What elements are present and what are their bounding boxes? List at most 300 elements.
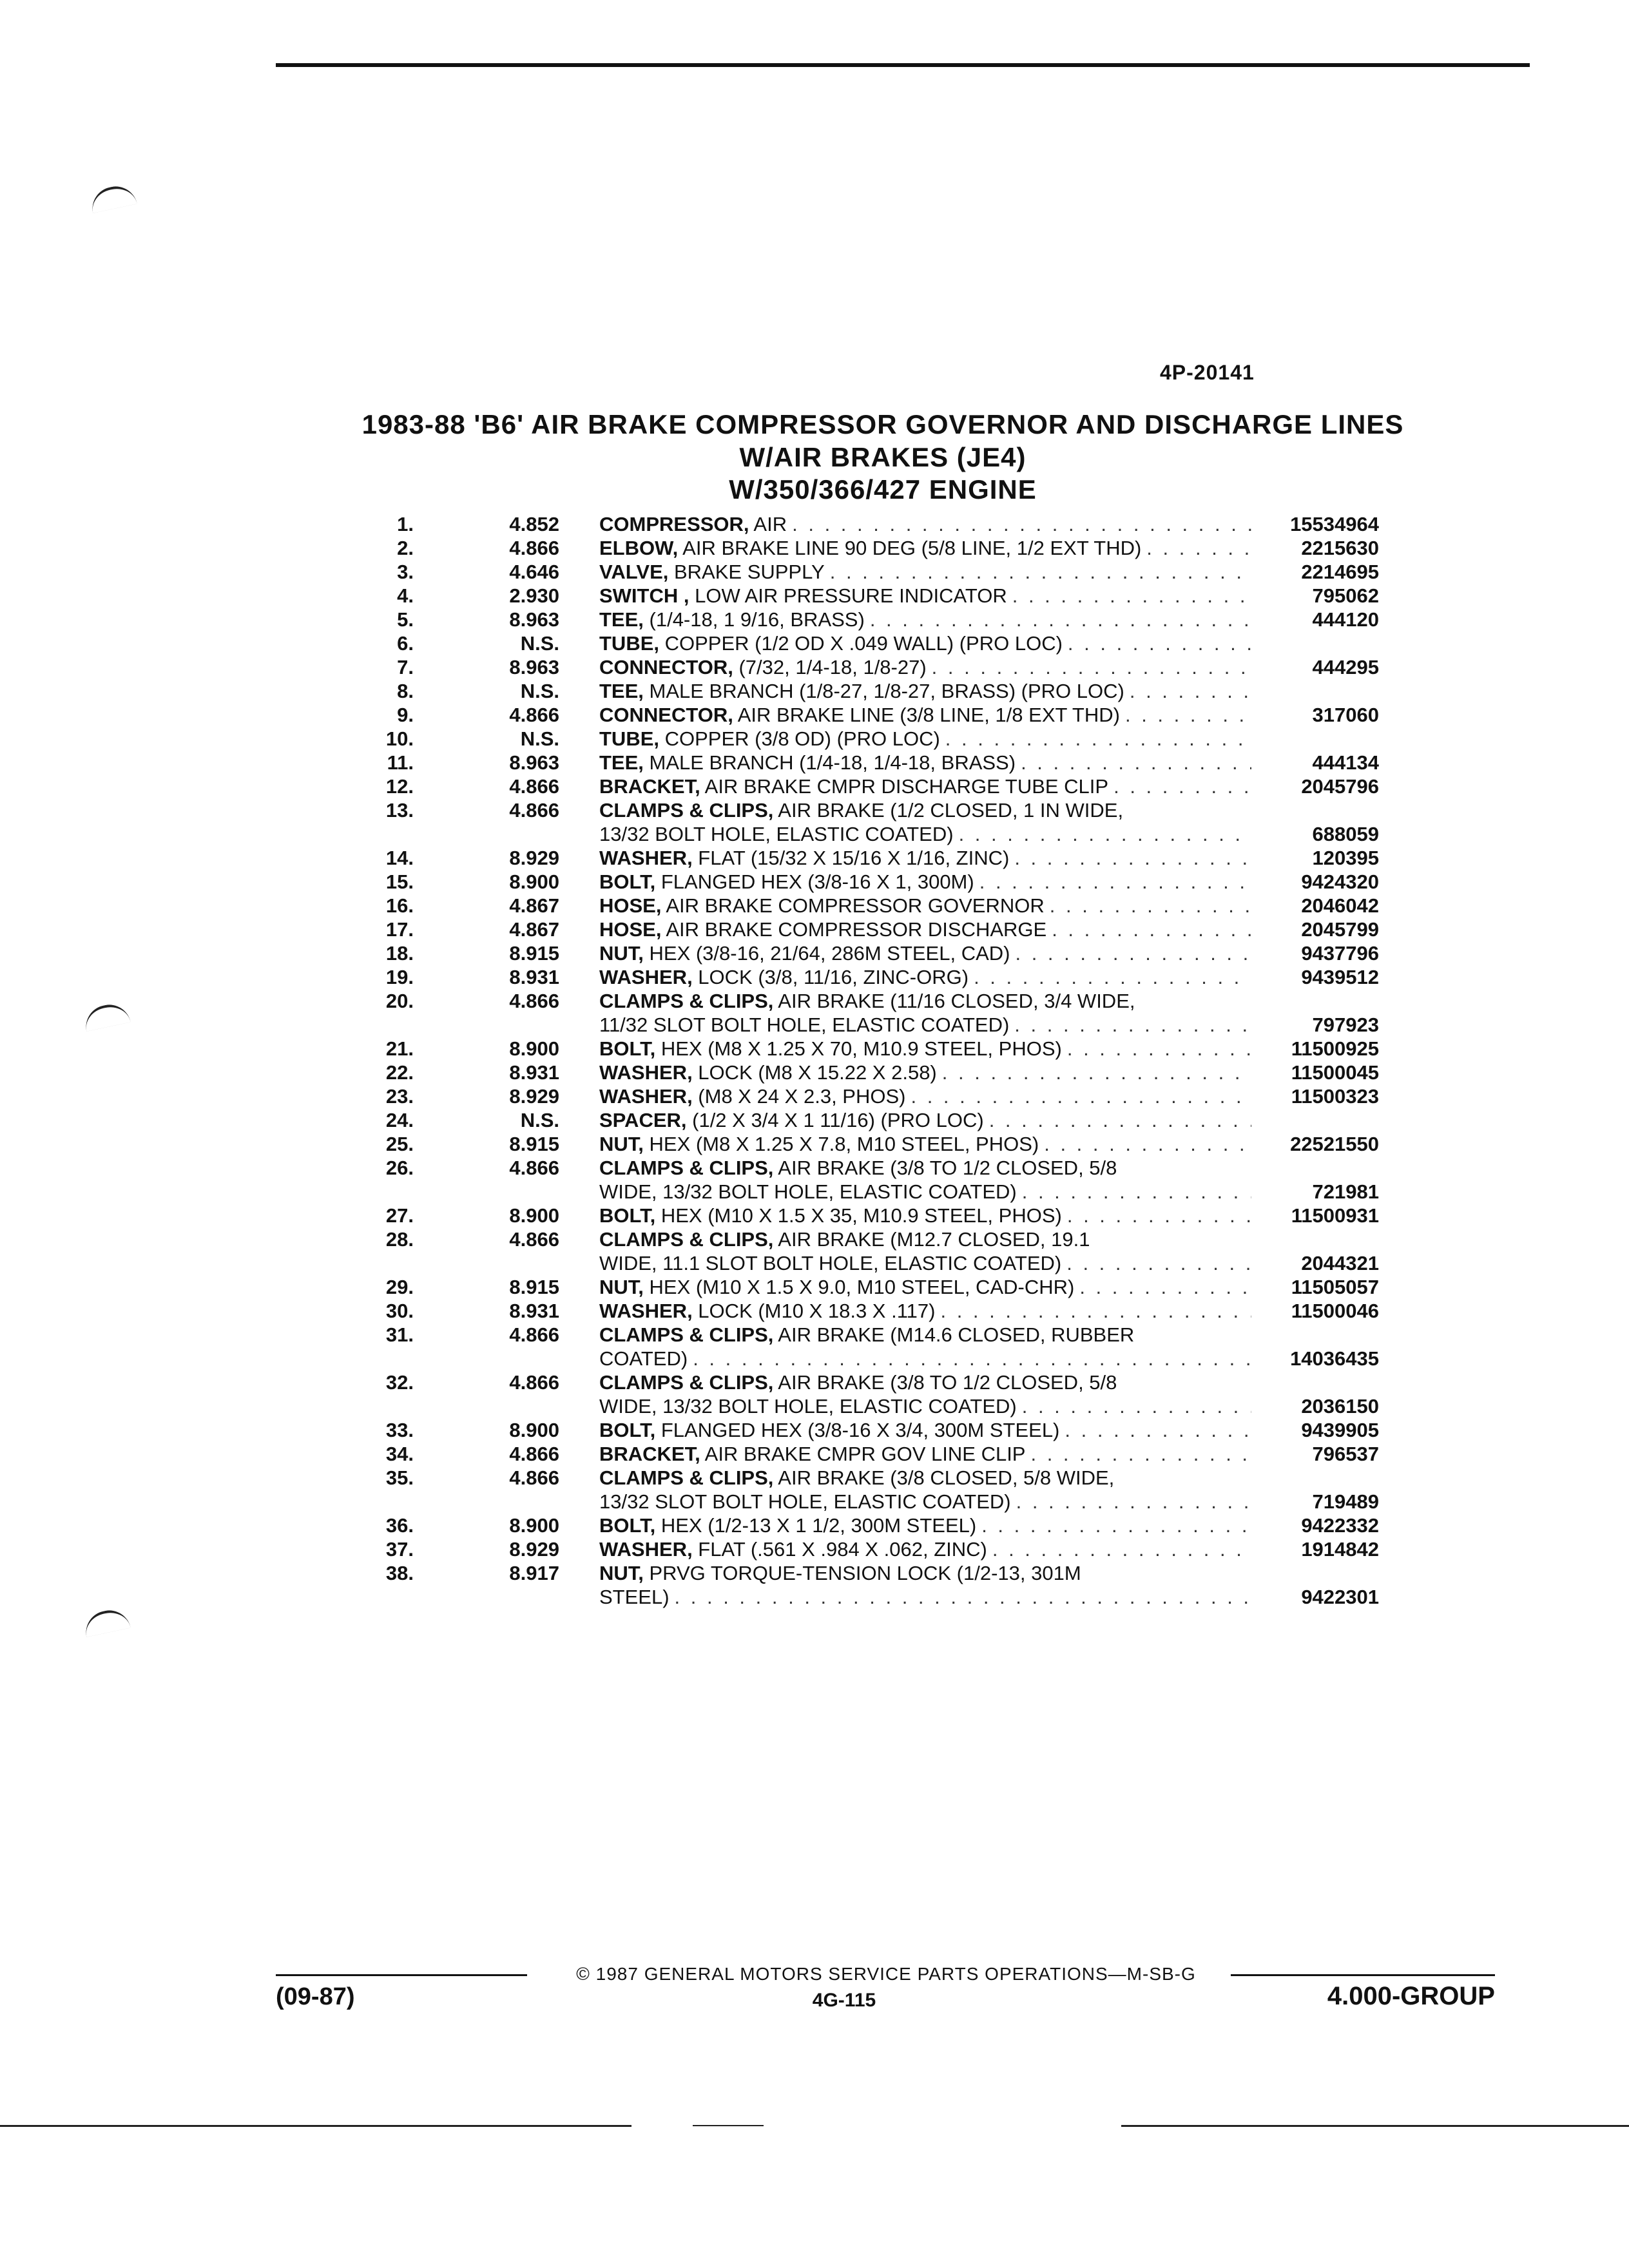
part-name: SWITCH ,	[599, 584, 689, 607]
description-line	[599, 1299, 1251, 1323]
group-number: 4.866	[509, 1371, 559, 1394]
description-text: AIR BRAKE LINE 90 DEG (5/8 LINE, 1/2 EXT THD)	[678, 537, 1142, 559]
part-row	[361, 727, 1379, 751]
description-text: PRVG TORQUE-TENSION LOCK (1/2-13, 301M	[643, 1562, 1081, 1584]
description-line	[599, 846, 1251, 870]
description-text: COPPER (3/8 OD) (PRO LOC)	[659, 727, 940, 750]
part-name: TEE,	[599, 680, 644, 702]
part-number: 2036150	[1301, 1395, 1379, 1418]
description-line	[599, 1156, 1251, 1180]
part-name: WASHER,	[599, 1300, 693, 1322]
dot-leader	[1130, 679, 1251, 703]
binder-hole-mark-middle	[82, 1001, 131, 1032]
item-number: 16.	[385, 894, 414, 917]
part-description	[599, 1299, 1251, 1323]
description-text: AIR BRAKE CMPR GOV LINE CLIP	[700, 1443, 1026, 1465]
dot-leader	[792, 512, 1251, 536]
dot-leader	[830, 560, 1251, 584]
group-number: 4.646	[509, 561, 559, 583]
description-line	[599, 1561, 1251, 1585]
part-row	[361, 584, 1379, 608]
footer-rule-left	[276, 1974, 527, 1976]
parts-list	[361, 512, 1379, 1609]
part-description	[599, 774, 1251, 798]
part-name: NUT,	[599, 1276, 644, 1298]
part-row	[361, 1275, 1379, 1299]
part-row	[361, 1204, 1379, 1227]
dot-leader	[1012, 584, 1251, 608]
part-row	[361, 989, 1379, 1037]
part-name: VALVE,	[599, 561, 669, 583]
part-description	[599, 655, 1251, 679]
part-description	[599, 870, 1251, 894]
item-number: 4.	[397, 584, 414, 607]
description-text: AIR BRAKE (1/2 CLOSED, 1 IN WIDE,	[773, 799, 1124, 822]
description-line	[599, 679, 1251, 703]
part-name: CLAMPS & CLIPS,	[599, 1371, 774, 1394]
part-description	[599, 1156, 1251, 1204]
description-line	[599, 1418, 1251, 1442]
page-title-line-3: W/350/366/427 ENGINE	[729, 474, 1037, 505]
part-row	[361, 655, 1379, 679]
dot-leader	[1030, 1442, 1251, 1466]
description-line	[599, 1442, 1251, 1466]
part-description	[599, 894, 1251, 918]
part-number: 11505057	[1291, 1276, 1379, 1298]
item-number: 28.	[385, 1228, 414, 1251]
description-text: WIDE, 13/32 BOLT HOLE, ELASTIC COATED)	[599, 1395, 1017, 1418]
part-name: TUBE,	[599, 727, 659, 750]
item-number: 31.	[385, 1323, 414, 1346]
part-description	[599, 608, 1251, 631]
description-text: AIR	[749, 513, 787, 535]
group-number: 4.867	[509, 894, 559, 917]
part-description	[599, 1323, 1251, 1370]
item-number: 34.	[385, 1443, 414, 1465]
part-row	[361, 798, 1379, 846]
group-number: N.S.	[520, 727, 559, 750]
part-description	[599, 1561, 1251, 1609]
description-text: WIDE, 13/32 BOLT HOLE, ELASTIC COATED)	[599, 1180, 1017, 1203]
part-row	[361, 560, 1379, 584]
item-number: 19.	[385, 966, 414, 988]
part-name: CLAMPS & CLIPS,	[599, 1323, 774, 1346]
item-number: 38.	[385, 1562, 414, 1584]
item-number: 29.	[385, 1276, 414, 1298]
group-number: 4.867	[509, 918, 559, 941]
item-number: 32.	[385, 1371, 414, 1394]
description-line	[599, 1537, 1251, 1561]
item-number: 13.	[385, 799, 414, 822]
description-line	[599, 1394, 1251, 1418]
item-number: 36.	[385, 1514, 414, 1537]
description-line	[599, 1108, 1251, 1132]
part-description	[599, 560, 1251, 584]
part-description	[599, 631, 1251, 655]
part-row	[361, 536, 1379, 560]
dot-leader	[932, 655, 1251, 679]
dot-leader	[974, 965, 1251, 989]
part-name: NUT,	[599, 1562, 644, 1584]
part-row	[361, 1442, 1379, 1466]
part-name: HOSE,	[599, 918, 662, 941]
group-number: N.S.	[520, 1109, 559, 1131]
dot-leader	[945, 727, 1251, 751]
item-number: 17.	[385, 918, 414, 941]
item-number: 15.	[385, 870, 414, 893]
group-number: 8.963	[509, 656, 559, 678]
part-description	[599, 1418, 1251, 1442]
group-number: 4.852	[509, 513, 559, 535]
description-text: LOCK (M8 X 15.22 X 2.58)	[692, 1061, 937, 1084]
dot-leader	[1067, 1204, 1251, 1227]
item-number: 37.	[385, 1538, 414, 1561]
top-rule	[276, 63, 1530, 67]
description-line	[599, 512, 1251, 536]
dot-leader	[981, 1514, 1251, 1537]
item-number: 6.	[397, 632, 414, 655]
description-line	[599, 655, 1251, 679]
description-text: COATED)	[599, 1347, 688, 1370]
part-number: 11500046	[1291, 1300, 1379, 1322]
item-number: 12.	[385, 775, 414, 798]
part-description	[599, 751, 1251, 774]
bottom-rule-center	[693, 2125, 764, 2126]
group-number: 8.963	[509, 608, 559, 631]
description-line	[599, 560, 1251, 584]
description-line	[599, 1347, 1251, 1370]
description-text: AIR BRAKE COMPRESSOR DISCHARGE	[661, 918, 1047, 941]
part-name: TEE,	[599, 751, 644, 774]
part-number: 11500323	[1291, 1085, 1379, 1108]
dot-leader	[911, 1084, 1251, 1108]
binder-hole-mark-top	[88, 182, 137, 213]
part-description	[599, 584, 1251, 608]
item-number: 3.	[397, 561, 414, 583]
description-text: 13/32 SLOT BOLT HOLE, ELASTIC COATED)	[599, 1490, 1011, 1513]
group-number: 8.900	[509, 1204, 559, 1227]
group-number: 4.866	[509, 775, 559, 798]
part-name: TEE,	[599, 608, 644, 631]
dot-leader	[1014, 1013, 1251, 1037]
dot-leader	[675, 1585, 1251, 1609]
description-line	[599, 989, 1251, 1013]
part-name: BRACKET,	[599, 775, 700, 798]
part-number: 797923	[1312, 1014, 1379, 1036]
part-row	[361, 870, 1379, 894]
description-text: AIR BRAKE (M14.6 CLOSED, RUBBER	[773, 1323, 1135, 1346]
part-name: NUT,	[599, 1133, 644, 1155]
part-number: 795062	[1312, 584, 1379, 607]
item-number: 33.	[385, 1419, 414, 1441]
description-text: (1/2 X 3/4 X 1 11/16) (PRO LOC)	[686, 1109, 984, 1131]
part-description	[599, 536, 1251, 560]
item-number: 21.	[385, 1037, 414, 1060]
page-title-line-2: W/AIR BRAKES (JE4)	[739, 442, 1027, 472]
part-row	[361, 1370, 1379, 1418]
dot-leader	[1016, 1490, 1251, 1514]
part-row	[361, 512, 1379, 536]
part-name: SPACER,	[599, 1109, 687, 1131]
description-text: HEX (M8 X 1.25 X 7.8, M10 STEEL, PHOS)	[643, 1133, 1039, 1155]
description-line	[599, 870, 1251, 894]
part-row	[361, 679, 1379, 703]
description-line	[599, 1180, 1251, 1204]
page-number: 4G-115	[812, 1990, 876, 2011]
part-row	[361, 1418, 1379, 1442]
description-line	[599, 751, 1251, 774]
group-number: 4.866	[509, 704, 559, 726]
description-line	[599, 631, 1251, 655]
description-line	[599, 1514, 1251, 1537]
description-text: 11/32 SLOT BOLT HOLE, ELASTIC COATED)	[599, 1014, 1010, 1036]
description-line	[599, 608, 1251, 631]
part-number: 9439512	[1301, 966, 1379, 988]
footer-rule-right	[1231, 1974, 1495, 1976]
part-description	[599, 846, 1251, 870]
part-row	[361, 941, 1379, 965]
description-text: FLANGED HEX (3/8-16 X 1, 300M)	[655, 870, 974, 893]
part-description	[599, 1442, 1251, 1466]
item-number: 25.	[385, 1133, 414, 1155]
part-description	[599, 679, 1251, 703]
part-row	[361, 1084, 1379, 1108]
part-number: 444295	[1312, 656, 1379, 678]
binder-hole-mark-bottom	[82, 1606, 131, 1637]
part-name: CLAMPS & CLIPS,	[599, 990, 774, 1012]
description-line	[599, 941, 1251, 965]
dot-leader	[1067, 1037, 1251, 1061]
part-description	[599, 1108, 1251, 1132]
part-row	[361, 1561, 1379, 1609]
item-number: 5.	[397, 608, 414, 631]
dot-leader	[1066, 1251, 1251, 1275]
dot-leader	[992, 1537, 1251, 1561]
part-row	[361, 965, 1379, 989]
description-text: HEX (M10 X 1.5 X 9.0, M10 STEEL, CAD-CHR)	[643, 1276, 1075, 1298]
part-name: BOLT,	[599, 1514, 656, 1537]
part-name: WASHER,	[599, 847, 693, 869]
dot-leader	[1022, 1394, 1251, 1418]
group-number: N.S.	[520, 632, 559, 655]
part-description	[599, 1275, 1251, 1299]
dot-leader	[1113, 774, 1251, 798]
description-text: HEX (1/2-13 X 1 1/2, 300M STEEL)	[655, 1514, 977, 1537]
group-number: 8.900	[509, 1037, 559, 1060]
description-text: AIR BRAKE CMPR DISCHARGE TUBE CLIP	[700, 775, 1109, 798]
part-description	[599, 703, 1251, 727]
description-text: STEEL)	[599, 1586, 670, 1608]
part-name: BOLT,	[599, 1037, 656, 1060]
description-line	[599, 774, 1251, 798]
dot-leader	[1015, 941, 1251, 965]
description-text: (7/32, 1/4-18, 1/8-27)	[733, 656, 927, 678]
description-line	[599, 1275, 1251, 1299]
group-number: 8.929	[509, 1538, 559, 1561]
part-description	[599, 1132, 1251, 1156]
group-number: 4.866	[509, 1228, 559, 1251]
description-text: AIR BRAKE COMPRESSOR GOVERNOR	[661, 894, 1045, 917]
part-row	[361, 631, 1379, 655]
description-line	[599, 1037, 1251, 1061]
item-number: 35.	[385, 1466, 414, 1489]
part-number: 9437796	[1301, 942, 1379, 965]
part-name: WASHER,	[599, 1085, 693, 1108]
part-row	[361, 1227, 1379, 1275]
part-description	[599, 989, 1251, 1037]
group-number: 8.900	[509, 1419, 559, 1441]
description-text: (1/4-18, 1 9/16, BRASS)	[643, 608, 865, 631]
part-number: 1914842	[1301, 1538, 1379, 1561]
description-text: LOW AIR PRESSURE INDICATOR	[689, 584, 1007, 607]
part-number: 2044321	[1301, 1252, 1379, 1274]
description-text: FLAT (.561 X .984 X .062, ZINC)	[692, 1538, 987, 1561]
dot-leader	[959, 822, 1251, 846]
description-text: AIR BRAKE (11/16 CLOSED, 3/4 WIDE,	[773, 990, 1135, 1012]
part-row	[361, 1323, 1379, 1370]
part-row	[361, 1132, 1379, 1156]
item-number: 7.	[397, 656, 414, 678]
part-name: BOLT,	[599, 1419, 656, 1441]
group-number: 4.866	[509, 990, 559, 1012]
description-line	[599, 536, 1251, 560]
description-line	[599, 918, 1251, 941]
part-name: NUT,	[599, 942, 644, 965]
description-line	[599, 1132, 1251, 1156]
part-number: 2214695	[1301, 561, 1379, 583]
dot-leader	[989, 1108, 1251, 1132]
part-row	[361, 846, 1379, 870]
date-code: (09-87)	[276, 1983, 355, 2010]
description-text: AIR BRAKE (3/8 TO 1/2 CLOSED, 5/8	[773, 1157, 1117, 1179]
description-text: AIR BRAKE (M12.7 CLOSED, 19.1	[773, 1228, 1090, 1251]
description-text: BRAKE SUPPLY	[668, 561, 825, 583]
dot-leader	[870, 608, 1251, 631]
part-number: 15534964	[1290, 513, 1379, 535]
part-number: 120395	[1312, 847, 1379, 869]
part-row	[361, 918, 1379, 941]
dot-leader	[1052, 918, 1251, 941]
bottom-rule-left	[0, 2125, 631, 2127]
part-number: 317060	[1312, 704, 1379, 726]
item-number: 24.	[385, 1109, 414, 1131]
group-number: 8.917	[509, 1562, 559, 1584]
description-line	[599, 1466, 1251, 1490]
description-line	[599, 894, 1251, 918]
part-number: 9424320	[1301, 870, 1379, 893]
part-number: 688059	[1312, 823, 1379, 845]
dot-leader	[1125, 703, 1251, 727]
part-description	[599, 1537, 1251, 1561]
description-text: MALE BRANCH (1/4-18, 1/4-18, BRASS)	[643, 751, 1016, 774]
item-number: 14.	[385, 847, 414, 869]
part-number: 2045799	[1301, 918, 1379, 941]
part-number: 9422301	[1301, 1586, 1379, 1608]
dot-leader	[940, 1299, 1251, 1323]
group-number: 8.900	[509, 1514, 559, 1537]
part-name: BOLT,	[599, 1204, 656, 1227]
description-line	[599, 703, 1251, 727]
part-description	[599, 1204, 1251, 1227]
part-name: HOSE,	[599, 894, 662, 917]
part-description	[599, 727, 1251, 751]
part-description	[599, 918, 1251, 941]
group-number: 4.866	[509, 1443, 559, 1465]
part-number: 11500045	[1291, 1061, 1379, 1084]
part-name: ELBOW,	[599, 537, 679, 559]
description-text: WIDE, 11.1 SLOT BOLT HOLE, ELASTIC COATED)	[599, 1252, 1062, 1274]
group-number: 8.963	[509, 751, 559, 774]
description-text: (M8 X 24 X 2.3, PHOS)	[692, 1085, 906, 1108]
part-name: CLAMPS & CLIPS,	[599, 1466, 774, 1489]
description-text: FLAT (15/32 X 15/16 X 1/16, ZINC)	[692, 847, 1010, 869]
part-number: 444120	[1312, 608, 1379, 631]
item-number: 26.	[385, 1157, 414, 1179]
part-row	[361, 1061, 1379, 1084]
dot-leader	[1022, 1180, 1251, 1204]
group-number: 8.915	[509, 1133, 559, 1155]
part-name: BOLT,	[599, 870, 656, 893]
description-line	[599, 1490, 1251, 1514]
dot-leader	[1050, 894, 1251, 918]
description-text: LOCK (M10 X 18.3 X .117)	[692, 1300, 936, 1322]
part-name: BRACKET,	[599, 1443, 700, 1465]
item-number: 23.	[385, 1085, 414, 1108]
dot-leader	[979, 870, 1251, 894]
group-number: 4.866	[509, 537, 559, 559]
description-line	[599, 1204, 1251, 1227]
description-text: LOCK (3/8, 11/16, ZINC-ORG)	[692, 966, 969, 988]
description-line	[599, 1585, 1251, 1609]
bottom-rule-right	[1121, 2125, 1629, 2127]
part-number: 796537	[1312, 1443, 1379, 1465]
item-number: 20.	[385, 990, 414, 1012]
part-description	[599, 1227, 1251, 1275]
description-text: MALE BRANCH (1/8-27, 1/8-27, BRASS) (PRO LOC)	[643, 680, 1124, 702]
item-number: 30.	[385, 1300, 414, 1322]
description-line	[599, 965, 1251, 989]
description-line	[599, 727, 1251, 751]
dot-leader	[1068, 631, 1251, 655]
part-row	[361, 894, 1379, 918]
description-text: FLANGED HEX (3/8-16 X 3/4, 300M STEEL)	[655, 1419, 1060, 1441]
part-row	[361, 703, 1379, 727]
description-line	[599, 1251, 1251, 1275]
dot-leader	[1079, 1275, 1251, 1299]
part-number: 2045796	[1301, 775, 1379, 798]
part-name: CONNECTOR,	[599, 704, 733, 726]
part-name: COMPRESSOR,	[599, 513, 749, 535]
part-number: 11500925	[1291, 1037, 1379, 1060]
part-description	[599, 1061, 1251, 1084]
group-number: 8.915	[509, 1276, 559, 1298]
description-line	[599, 1370, 1251, 1394]
part-row	[361, 1514, 1379, 1537]
group-number: 4.866	[509, 1323, 559, 1346]
dot-leader	[1044, 1132, 1251, 1156]
part-number: 2215630	[1301, 537, 1379, 559]
part-number: 719489	[1312, 1490, 1379, 1513]
description-text: AIR BRAKE (3/8 CLOSED, 5/8 WIDE,	[773, 1466, 1115, 1489]
description-text: HEX (3/8-16, 21/64, 286M STEEL, CAD)	[643, 942, 1010, 965]
dot-leader	[942, 1061, 1251, 1084]
part-row	[361, 1466, 1379, 1514]
part-description	[599, 798, 1251, 846]
item-number: 2.	[397, 537, 414, 559]
dot-leader	[693, 1347, 1251, 1370]
part-number: 9439905	[1301, 1419, 1379, 1441]
part-name: WASHER,	[599, 966, 693, 988]
